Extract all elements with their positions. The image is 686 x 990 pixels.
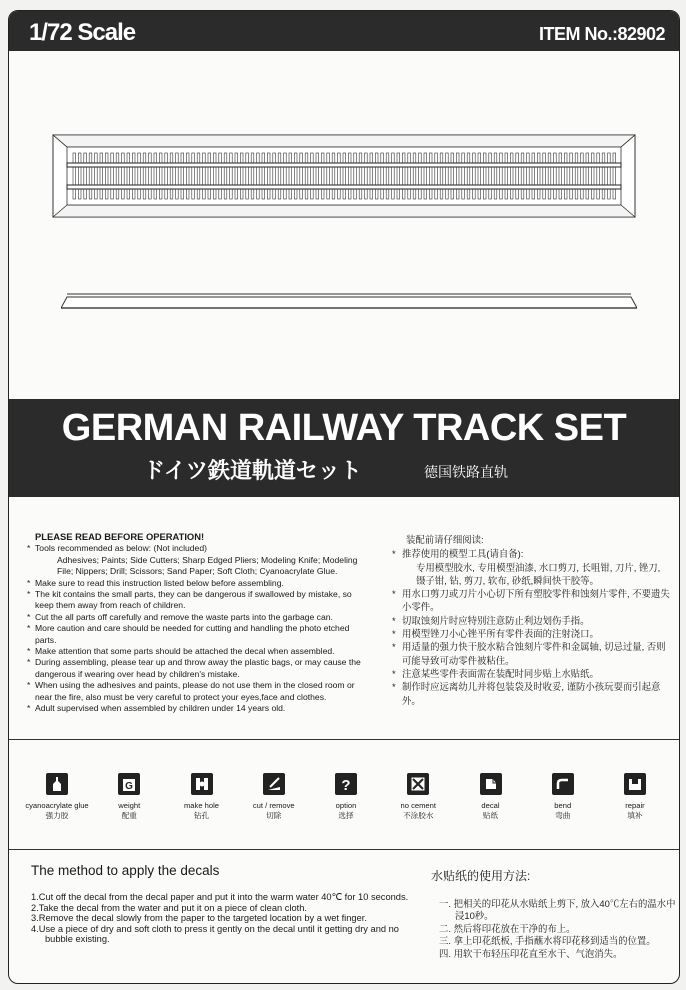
sleeper: [95, 153, 98, 199]
sleeper: [321, 153, 324, 199]
sleeper: [332, 153, 335, 199]
instruction-item: * During assembling, please tear up and throw away the plastic bags, or may cause the dangerous if wearing over head by children's mistake.: [27, 657, 371, 680]
sleeper: [575, 153, 578, 199]
sleeper: [564, 153, 567, 199]
sleeper: [213, 153, 216, 199]
sleeper: [219, 153, 222, 199]
sleeper: [489, 153, 492, 199]
symbol-no-cement: no cement 不涂胶水: [382, 769, 454, 847]
instruction-item-cn: * 用适量的强力快干胶水粘合蚀刻片零件和金属轴, 切忌过量, 否则可能导致可动零件被粘住。: [392, 640, 670, 667]
instruction-item: * Tools recommended as below: (Not included) Adhesives; Paints; Side Cutters; Sharp Edged Pliers; Modeling Knife; Modeling File; Nippers; Drill; Scissors; Sand Paper; Soft Cloth; Cyanoacrylate Glue.: [27, 543, 371, 577]
sleeper: [354, 153, 357, 199]
sleeper: [132, 153, 135, 199]
sleeper: [343, 153, 346, 199]
sleeper: [327, 153, 330, 199]
decal-step-cn: 三. 拿上印花纸板, 手指蘸水将印花移到适当的位置。: [439, 935, 656, 947]
sleeper: [305, 153, 308, 199]
decal-method-heading-cn: 水贴纸的使用方法:: [431, 869, 531, 883]
sleeper: [240, 153, 243, 199]
sleeper: [267, 153, 270, 199]
sleeper: [186, 153, 189, 199]
weight-icon: [118, 773, 140, 795]
sleeper: [365, 153, 368, 199]
sleeper: [591, 153, 594, 199]
instruction-item-cn: * 推荐使用的模型工具(请自备): 专用模型胶水, 专用模型油漆, 水口剪刀, 长咀钳, 刀片, 锉刀, 镊子钳, 钻, 剪刀, 软布, 砂纸,瞬间快干胶等。: [392, 547, 670, 587]
sleeper: [100, 153, 103, 199]
sleeper: [446, 153, 449, 199]
instruction-item-cn: * 切取蚀刻片时应特别注意防止利边划伤手指。: [392, 614, 670, 627]
decal-step-cn: 二. 然后将印花放在干净的布上。: [439, 922, 576, 934]
instructions-heading: PLEASE READ BEFORE OPERATION!: [35, 531, 205, 542]
sleeper: [338, 153, 341, 199]
divider: [9, 739, 679, 740]
sleeper: [608, 153, 611, 199]
instruction-item-cn: * 注意某些零件表面需在装配时同步贴上水贴纸。: [392, 667, 670, 680]
sleeper: [192, 153, 195, 199]
sleeper: [413, 153, 416, 199]
sleeper: [84, 153, 87, 199]
symbol-bend: bend 弯曲: [527, 769, 599, 847]
sleeper: [462, 153, 465, 199]
symbol-option: ? option 选择: [310, 769, 382, 847]
sleeper: [521, 153, 524, 199]
sleeper: [397, 153, 400, 199]
sleeper: [581, 153, 584, 199]
instruction-item: * Make attention that some parts should be attached the decal when assembled.: [27, 646, 371, 657]
sleeper: [246, 153, 249, 199]
sleeper: [197, 153, 200, 199]
sleeper: [316, 153, 319, 199]
sleeper: [181, 153, 184, 199]
instruction-item-cn: * 用模型锉刀小心锉平所有零件表面的注射浇口。: [392, 627, 670, 640]
sleeper: [149, 153, 152, 199]
sleepers: [73, 153, 616, 199]
sleeper: [543, 153, 546, 199]
sleeper: [230, 153, 233, 199]
sleeper: [208, 153, 211, 199]
sleeper: [73, 153, 76, 199]
sleeper: [429, 153, 432, 199]
divider: [9, 849, 679, 850]
svg-text:G: G: [125, 781, 134, 792]
sleeper: [165, 153, 168, 199]
sleeper: [284, 153, 287, 199]
sleeper: [570, 153, 573, 199]
sleeper: [473, 153, 476, 199]
sleeper: [262, 153, 265, 199]
sleeper: [408, 153, 411, 199]
sleeper: [419, 153, 422, 199]
sleeper: [392, 153, 395, 199]
sleeper: [138, 153, 141, 199]
sleeper: [176, 153, 179, 199]
sleeper: [257, 153, 260, 199]
header-bar: [9, 11, 679, 51]
symbol-make-hole: make hole 钻孔: [166, 769, 238, 847]
sleeper: [359, 153, 362, 199]
sleeper: [235, 153, 238, 199]
sleeper: [116, 153, 119, 199]
sleeper: [89, 153, 92, 199]
sleeper: [467, 153, 470, 199]
instruction-sheet: [8, 10, 680, 984]
sleeper: [143, 153, 146, 199]
sleeper: [435, 153, 438, 199]
sleeper: [224, 153, 227, 199]
sleeper: [532, 153, 535, 199]
decal-method-english: [31, 863, 411, 945]
decal-step: 1.Cut off the decal from the decal paper and put it into the warm water 40℃ for 10 seconds.: [31, 892, 409, 902]
title-band: [9, 399, 679, 497]
decal-step-cn: 一. 把相关的印花从水贴纸上剪下, 放入40℃左右的温水中浸10秒。: [439, 898, 676, 922]
instruction-item: * Make sure to read this instruction listed below before assembling.: [27, 578, 371, 589]
sleeper: [494, 153, 497, 199]
instruction-item: * The kit contains the small parts, they can be dangerous if swallowed by mistake, so keep them away from reach of children.: [27, 589, 371, 612]
sleeper: [386, 153, 389, 199]
sleeper: [203, 153, 206, 199]
sleeper: [597, 153, 600, 199]
sleeper: [424, 153, 427, 199]
decal-step-cn: 四. 用软干布轻压印花直至水干、气泡消失。: [439, 947, 623, 959]
sleeper: [527, 153, 530, 199]
symbol-decal: decal 贴纸: [455, 769, 527, 847]
sleeper: [537, 153, 540, 199]
drill-icon: [191, 773, 213, 795]
instruction-item: * Cut the all parts off carefully and remove the waste parts into the garbage can.: [27, 612, 371, 623]
sleeper: [159, 153, 162, 199]
track-side-view-drawing: [61, 292, 637, 312]
product-title-english: GERMAN RAILWAY TRACK SET: [61, 407, 627, 449]
decal-method-chinese: [431, 867, 676, 960]
decal-method-heading: The method to apply the decals: [31, 863, 220, 878]
sleeper: [311, 153, 314, 199]
decal-step: 4.Use a piece of dry and soft cloth to press it gently on the decal until it getting dry and no bubble existing.: [31, 923, 399, 945]
instruction-item: * When using the adhesives and paints, please do not use them in the closed room or near the fire, also must be very careful to protect your eyes,face and clothes.: [27, 680, 371, 703]
sleeper: [613, 153, 616, 199]
decal-step: 3.Remove the decal slowly from the paper to the targeted location by a wet finger.: [31, 913, 367, 924]
sleeper: [294, 153, 297, 199]
sleeper: [451, 153, 454, 199]
sleeper: [500, 153, 503, 199]
sleeper: [516, 153, 519, 199]
product-title-japanese: ドイツ鉄道軌道セット: [143, 458, 362, 483]
decal-step: 2.Take the decal from the water and put it on a piece of clean cloth.: [31, 902, 307, 913]
sleeper: [554, 153, 557, 199]
instructions-heading-cn: 装配前请仔细阅读:: [406, 534, 484, 545]
sleeper: [602, 153, 605, 199]
bend-icon: [552, 773, 574, 795]
symbol-repair: repair 填补: [599, 769, 671, 847]
sleeper: [456, 153, 459, 199]
sleeper: [381, 153, 384, 199]
instruction-item: * Adult supervised when assembled by children under 14 years old.: [27, 703, 371, 714]
sleeper: [559, 153, 562, 199]
instructions-english: [27, 531, 371, 715]
instruction-item-cn: * 用水口剪刀或刀片小心切下所有塑胶零件和蚀刻片零件, 不要遗失小零件。: [392, 587, 670, 614]
question-mark-icon: [335, 773, 357, 795]
track-top-view-drawing: [51, 133, 637, 219]
sleeper: [478, 153, 481, 199]
sleeper: [375, 153, 378, 199]
sleeper: [440, 153, 443, 199]
sleeper: [273, 153, 276, 199]
instruction-item-cn: * 制作时应远离幼儿并将包装袋及时收妥, 谨防小孩玩耍而引起意外。: [392, 680, 670, 707]
decal-icon: [480, 773, 502, 795]
sleeper: [127, 153, 130, 199]
repair-icon: [624, 773, 646, 795]
sleeper: [348, 153, 351, 199]
symbol-legend: [21, 769, 671, 847]
svg-text:?: ?: [341, 777, 351, 792]
product-title-chinese: 德国铁路直轨: [424, 464, 508, 480]
glue-bottle-icon: [46, 773, 68, 795]
sleeper: [111, 153, 114, 199]
sleeper: [402, 153, 405, 199]
scale-label: 1/72 Scale: [29, 19, 136, 46]
sleeper: [370, 153, 373, 199]
sleeper: [105, 153, 108, 199]
sleeper: [289, 153, 292, 199]
sleeper: [154, 153, 157, 199]
no-cement-icon: [407, 773, 429, 795]
instructions-chinese: [392, 533, 670, 707]
sleeper: [300, 153, 303, 199]
sleeper: [586, 153, 589, 199]
symbol-weight: G weight 配重: [93, 769, 165, 847]
sleeper: [278, 153, 281, 199]
sleeper: [78, 153, 81, 199]
sleeper: [510, 153, 513, 199]
cut-remove-icon: [263, 773, 285, 795]
sleeper: [548, 153, 551, 199]
instruction-item: * More caution and care should be needed for cutting and handling the photo etched parts.: [27, 623, 371, 646]
sleeper: [505, 153, 508, 199]
sleeper: [122, 153, 125, 199]
item-number: ITEM No.:82902: [538, 24, 665, 44]
sleeper: [251, 153, 254, 199]
symbol-cyanoacrylate-glue: cyanoacrylate glue 强力胶: [21, 769, 93, 847]
sleeper: [170, 153, 173, 199]
sleeper: [483, 153, 486, 199]
symbol-cut-remove: cut / remove 切除: [238, 769, 310, 847]
